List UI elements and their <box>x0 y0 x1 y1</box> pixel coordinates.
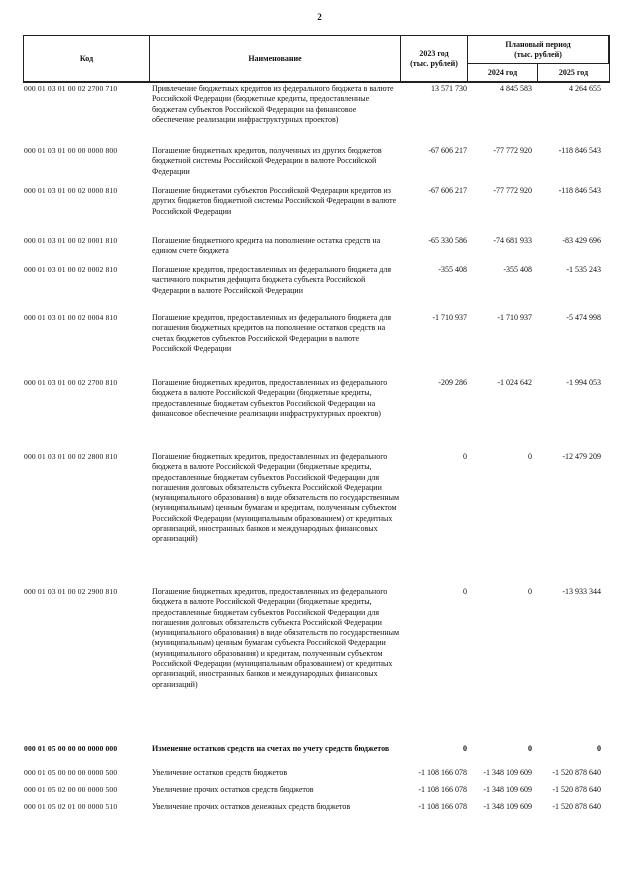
row-code: 000 01 05 02 01 00 0000 510 <box>24 802 118 811</box>
row-value-2025: -12 479 209 <box>562 452 601 461</box>
row-value-2025: -1 520 878 640 <box>552 802 601 811</box>
row-value-2023: 0 <box>463 744 467 753</box>
page-number: 2 <box>317 12 322 22</box>
row-code: 000 01 03 01 00 02 2700 810 <box>24 378 118 387</box>
header-year-2023: 2023 год (тыс. рублей) <box>401 36 468 82</box>
row-value-2025: -1 994 053 <box>566 378 601 387</box>
row-value-2024: -1 348 109 609 <box>483 785 532 794</box>
row-value-2023: -1 108 166 078 <box>418 768 467 777</box>
row-code: 000 01 03 01 00 02 0000 810 <box>24 186 118 195</box>
row-name: Погашение бюджетных кредитов, предоставленных из федерального бюджета в валюте Российской Федерации (бюджетные кредиты, предоставленные бюджетам субъектов Российской Федерации на финансовое обеспечение реализации инфраструктурных проектов) <box>152 378 388 418</box>
table-header <box>23 35 610 83</box>
row-value-2023: 13 571 730 <box>431 84 467 93</box>
row-value-2025: -1 520 878 640 <box>552 768 601 777</box>
row-code: 000 01 03 01 00 02 2900 810 <box>24 587 118 596</box>
row-code: 000 01 03 01 00 02 0004 810 <box>24 313 118 322</box>
header-name: Наименование <box>150 36 401 82</box>
row-code: 000 01 03 01 00 00 0000 800 <box>24 146 118 155</box>
row-code: 000 01 03 01 00 02 2700 710 <box>24 84 118 93</box>
row-value-2024: -1 710 937 <box>497 313 532 322</box>
row-value-2025: -83 429 696 <box>562 236 601 245</box>
row-value-2024: -77 772 920 <box>493 146 532 155</box>
row-value-2025: 4 264 655 <box>569 84 601 93</box>
row-name: Погашение бюджетных кредитов, полученных из других бюджетов бюджетной системы Российской Федерации в валюте Российской Федерации <box>152 146 382 176</box>
row-name: Изменение остатков средств на счетах по учету средств бюджетов <box>152 744 390 753</box>
row-code: 000 01 03 01 00 02 2800 810 <box>24 452 118 461</box>
row-value-2023: 0 <box>463 587 467 596</box>
row-value-2023: -1 108 166 078 <box>418 785 467 794</box>
row-value-2024: 4 845 583 <box>500 84 532 93</box>
row-code: 000 01 05 00 00 00 0000 500 <box>24 768 118 777</box>
row-value-2024: 0 <box>528 452 532 461</box>
row-code: 000 01 05 00 00 00 0000 000 <box>24 744 118 753</box>
row-value-2025: -5 474 998 <box>566 313 601 322</box>
row-value-2025: -118 846 543 <box>558 186 601 195</box>
row-name: Увеличение остатков средств бюджетов <box>152 768 288 777</box>
row-value-2024: -77 772 920 <box>493 186 532 195</box>
row-name: Погашение бюджетных кредитов, предоставленных из федерального бюджета в валюте Российской Федерации (бюджетные кредиты, предоставленные бюджетам субъектов Российской Федерации для погашения долговых обязательств субъекта Российской Федерации (муниципального образования) в виде обязательств по государственным (муниципальным) ценным бумагам и кредитам, полученным субъектом Российской Федерации (муниципальным образованием) от кредитных организаций, иностранных банков и международных финансовых организаций) <box>152 452 400 544</box>
row-value-2023: -355 408 <box>438 265 467 274</box>
row-value-2023: -67 606 217 <box>428 186 467 195</box>
row-value-2023: -1 710 937 <box>432 313 467 322</box>
row-value-2025: -1 520 878 640 <box>552 785 601 794</box>
row-name: Погашение кредитов, предоставленных из федерального бюджета для погашения бюджетных кредитов на пополнение остатков средств на счетах бюджетов субъектов Российской Федерации в валюте Российской Федерации <box>152 313 392 353</box>
row-name: Погашение бюджетных кредитов, предоставленных из федерального бюджета в валюте Российской Федерации (бюджетные кредиты, предоставленные бюджетам субъектов Российской Федерации для погашения долговых обязательств субъекта Российской Федерации (муниципального образования) в виде обязательств по государственным (муниципальным) ценным бумагам субъекта Российской Федерации (муниципального образования) и кредитам, полученным субъектом Российской Федерации (муниципальным образованием) от кредитных организаций, иностранных банков и международных финансовых организаций) <box>152 587 400 689</box>
row-value-2024: -1 024 642 <box>497 378 532 387</box>
row-name: Погашение кредитов, предоставленных из федерального бюджета для частичного покрытия дефицита бюджета субъекта Российской Федерации в валюте Российской Федерации <box>152 265 392 295</box>
row-value-2023: -67 606 217 <box>428 146 467 155</box>
row-name: Увеличение прочих остатков денежных средств бюджетов <box>152 802 351 811</box>
row-value-2024: -1 348 109 609 <box>483 768 532 777</box>
row-value-2023: -65 330 586 <box>428 236 467 245</box>
row-value-2024: 0 <box>528 744 532 753</box>
header-plan-period: Плановый период (тыс. рублей) <box>468 36 609 64</box>
row-code: 000 01 03 01 00 02 0001 810 <box>24 236 118 245</box>
row-value-2024: -355 408 <box>503 265 532 274</box>
row-value-2025: 0 <box>597 744 601 753</box>
row-name: Привлечение бюджетных кредитов из федерального бюджета в валюте Российской Федерации (бюджетные кредиты, предоставленные бюджетам субъектов Российской Федерации на финансовое обеспечение реализации инфраструктурных проектов) <box>152 84 394 124</box>
row-value-2024: -74 681 933 <box>493 236 532 245</box>
row-value-2023: -209 286 <box>438 378 467 387</box>
row-value-2023: 0 <box>463 452 467 461</box>
row-code: 000 01 05 02 00 00 0000 500 <box>24 785 118 794</box>
header-year-2025: 2025 год <box>538 64 609 82</box>
row-value-2025: -13 933 344 <box>562 587 601 596</box>
row-name: Увеличение прочих остатков средств бюджетов <box>152 785 314 794</box>
row-value-2024: 0 <box>528 587 532 596</box>
header-year-2024: 2024 год <box>468 64 538 82</box>
header-code: Код <box>24 36 150 82</box>
row-name: Погашение бюджетного кредита на пополнение остатка средств на едином счете бюджета <box>152 236 381 256</box>
row-value-2025: -1 535 243 <box>566 265 601 274</box>
row-code: 000 01 03 01 00 02 0002 810 <box>24 265 118 274</box>
row-name: Погашение бюджетами субъектов Российской Федерации кредитов из других бюджетов бюджетной системы Российской Федерации в валюте Российской Федерации <box>152 186 397 216</box>
row-value-2025: -118 846 543 <box>558 146 601 155</box>
row-value-2024: -1 348 109 609 <box>483 802 532 811</box>
row-value-2023: -1 108 166 078 <box>418 802 467 811</box>
